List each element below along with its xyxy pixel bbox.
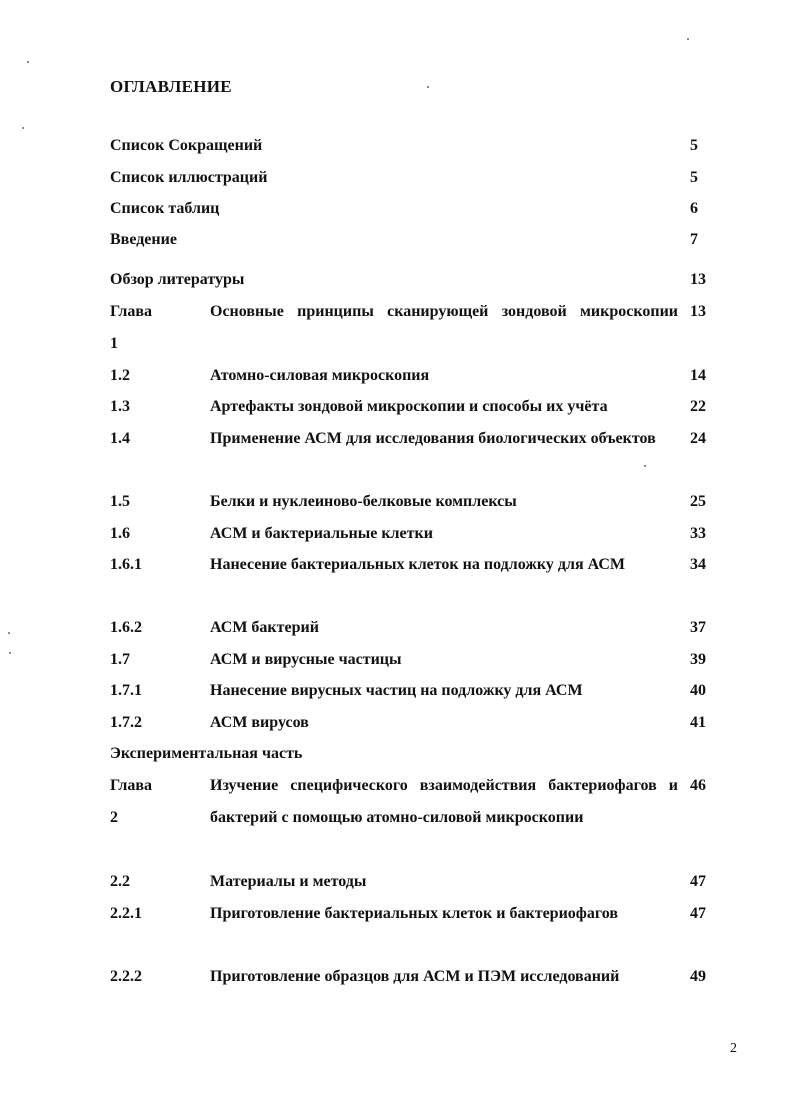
page-title: ОГЛАВЛЕНИЕ	[110, 77, 232, 96]
toc-entry-page: 39	[690, 651, 706, 668]
toc-entry-number: 1.3	[110, 398, 130, 415]
toc-entry-text: Обзор литературы	[110, 271, 245, 288]
toc-entry-number: 2.2.1	[110, 905, 142, 922]
toc-entry-number: Глава 2	[110, 777, 152, 826]
toc-entry-number: 1.4	[110, 430, 130, 447]
toc-entry-text: Атомно-силовая микроскопия	[210, 367, 430, 384]
toc-entry-page: 5	[690, 137, 698, 154]
toc-entry-text: АСМ вирусов	[210, 714, 309, 731]
scan-speck	[22, 127, 24, 129]
toc-entry-text: Артефакты зондовой микроскопии и способы их учёта	[210, 398, 608, 415]
toc-entry-page: 47	[690, 905, 706, 922]
toc-entry-number: 1.7.1	[110, 682, 142, 699]
toc-entry-text: Белки и нуклеиново-белковые комплексы	[210, 493, 517, 510]
toc-entry-page: 47	[690, 873, 706, 890]
toc-entry-text: Применение АСМ для исследования биологических объектов	[210, 430, 656, 447]
toc-entry-text: Нанесение вирусных частиц на подложку для АСМ	[210, 682, 583, 699]
toc-entry-number: 2.2	[110, 873, 130, 890]
toc-entry-text: Приготовление бактериальных клеток и бактериофагов	[210, 905, 618, 922]
toc-entry-page: 25	[690, 493, 706, 510]
toc-entry-text: Приготовление образцов для АСМ и ПЭМ исследований	[210, 968, 620, 985]
toc-entry-number: 1.7	[110, 651, 130, 668]
toc-entry-text: Введение	[110, 231, 177, 248]
toc-entry-number: 1.2	[110, 367, 130, 384]
scan-speck	[644, 465, 646, 467]
toc-entry-page: 37	[690, 619, 706, 636]
toc-entry-number: 1.5	[110, 493, 130, 510]
toc-entry-text: Основные принципы сканирующей зондовой микроскопии	[210, 303, 678, 320]
toc-entry-number: 1.6.2	[110, 619, 142, 636]
toc-entry-text: Список таблиц	[110, 200, 220, 217]
toc-entry-number: 1.6.1	[110, 556, 142, 573]
toc-entry-page: 46	[690, 777, 706, 794]
toc-entry-page: 40	[690, 682, 706, 699]
toc-entry-page: 13	[690, 271, 706, 288]
page-number: 2	[730, 1041, 737, 1056]
toc-entry-page: 24	[690, 430, 706, 447]
toc-entry-text: Список Сокращений	[110, 137, 263, 154]
toc-entry-page: 5	[690, 169, 698, 186]
toc-entry-text: Нанесение бактериальных клеток на подложку для АСМ	[210, 556, 626, 573]
scan-speck	[687, 38, 689, 40]
toc-entry-page: 13	[690, 303, 706, 320]
scan-speck	[9, 652, 11, 654]
toc-entry-page: 49	[690, 968, 706, 985]
toc-entry-text: Список иллюстраций	[110, 169, 268, 186]
toc-entry-text: АСМ и бактериальные клетки	[210, 525, 433, 542]
toc-entry-number: 2.2.2	[110, 968, 142, 985]
toc-entry-number: 1.6	[110, 525, 130, 542]
toc-entry-text: Экспериментальная часть	[110, 745, 303, 762]
toc-entry-number: 1.7.2	[110, 714, 142, 731]
toc-entry-text: Изучение специфического взаимодействия бактериофагов и бактерий с помощью атомно-силовой микроскопии	[210, 777, 678, 826]
toc-entry-page: 41	[690, 714, 706, 731]
toc-entry-page: 6	[690, 200, 698, 217]
toc-entry-page: 33	[690, 525, 706, 542]
toc-entry-page: 34	[690, 556, 706, 573]
scan-speck	[27, 61, 29, 63]
toc-entry-text: Материалы и методы	[210, 873, 367, 890]
toc-entry-page: 22	[690, 398, 706, 415]
toc-entry-number: Глава 1	[110, 303, 152, 352]
scan-speck	[8, 632, 10, 634]
toc-entry-page: 14	[690, 367, 706, 384]
toc-entry-page: 7	[690, 231, 698, 248]
scan-speck	[427, 86, 429, 88]
toc-entry-text: АСМ бактерий	[210, 619, 319, 636]
toc-entry-text: АСМ и вирусные частицы	[210, 651, 402, 668]
